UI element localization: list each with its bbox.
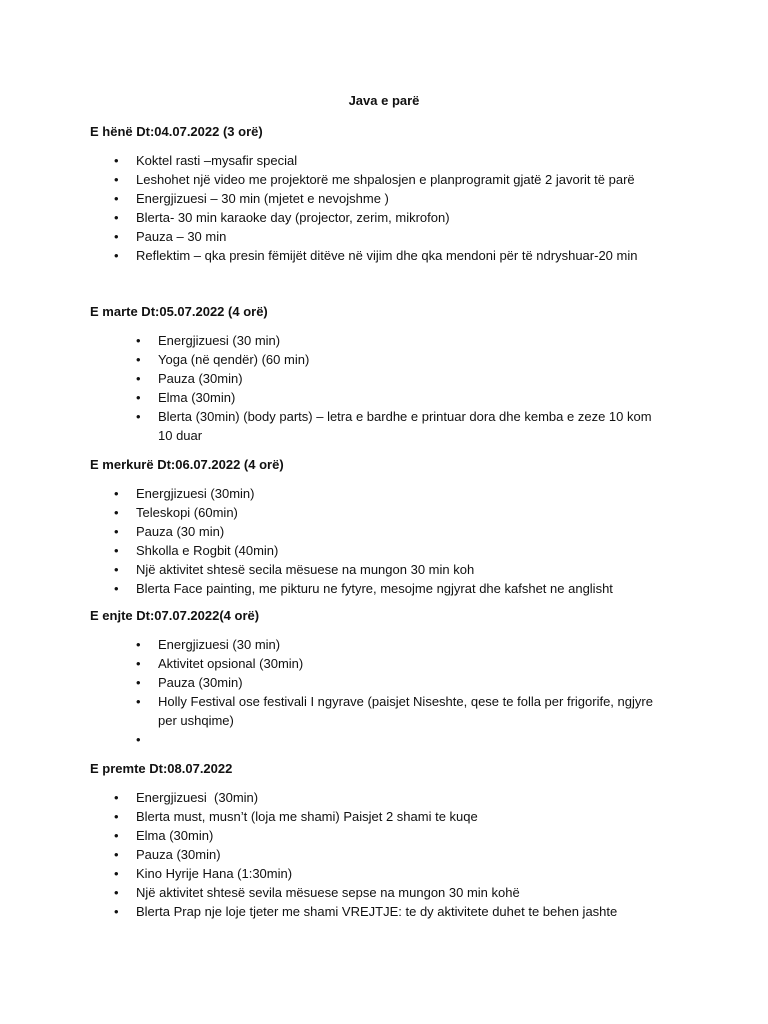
list-item: • Pauza (30 min) — [114, 524, 225, 539]
bullet-icon: • — [136, 333, 141, 348]
tuesday-list — [136, 331, 663, 445]
bullet-icon: • — [114, 229, 119, 244]
day-heading-thursday: E enjte Dt:07.07.2022(4 orë) — [90, 608, 260, 623]
bullet-icon: • — [114, 790, 119, 805]
bullet-icon: • — [114, 486, 119, 501]
list-item: • Energjizuesi (30 min) — [136, 637, 281, 652]
wednesday-list — [114, 484, 613, 598]
bullet-icon: • — [114, 153, 119, 168]
bullet-icon: • — [136, 656, 141, 671]
list-item: • Shkolla e Rogbit (40min) — [114, 543, 279, 558]
bullet-icon: • — [136, 352, 141, 367]
bullet-icon: • — [136, 390, 141, 405]
list-item: • Holly Festival ose festivali I ngyrave (paisjet Niseshte, qese te folla per frigorife, ngjyre per ushqime) — [136, 694, 653, 728]
bullet-icon: • — [114, 866, 119, 881]
day-heading-monday: E hënë Dt:04.07.2022 (3 orë) — [90, 124, 263, 139]
list-item: • Koktel rasti –mysafir special — [114, 153, 298, 168]
bullet-icon: • — [114, 210, 119, 225]
thursday-list — [136, 635, 673, 749]
list-item: • Pauza (30min) — [114, 847, 221, 862]
bullet-icon: • — [136, 371, 141, 386]
bullet-icon: • — [114, 562, 119, 577]
list-item — [136, 730, 673, 749]
bullet-icon: • — [136, 675, 141, 690]
day-heading-wednesday: E merkurë Dt:06.07.2022 (4 orë) — [90, 457, 284, 472]
monday-list — [114, 151, 638, 265]
bullet-icon: • — [136, 637, 141, 652]
list-item: • Një aktivitet shtesë sevila mësuese sepse na mungon 30 min kohë — [114, 885, 520, 900]
list-item: • Pauza – 30 min — [114, 229, 227, 244]
bullet-icon: • — [114, 885, 119, 900]
bullet-icon: • — [136, 732, 141, 747]
list-item: • Energjizuesi (30min) — [114, 790, 259, 805]
list-item: • Aktivitet opsional (30min) — [136, 656, 304, 671]
list-item: • Yoga (në qendër) (60 min) — [136, 352, 310, 367]
bullet-icon: • — [114, 828, 119, 843]
list-item: • Pauza (30min) — [136, 371, 243, 386]
bullet-icon: • — [114, 505, 119, 520]
bullet-icon: • — [114, 172, 119, 187]
bullet-icon: • — [114, 847, 119, 862]
bullet-icon: • — [136, 409, 141, 424]
bullet-icon: • — [114, 524, 119, 539]
list-item: • Elma (30min) — [136, 390, 236, 405]
list-item: • Teleskopi (60min) — [114, 505, 238, 520]
bullet-icon: • — [136, 694, 141, 709]
bullet-icon: • — [114, 809, 119, 824]
list-item: • Energjizuesi – 30 min (mjetet e nevojshme ) — [114, 191, 389, 206]
list-item: • Reflektim – qka presin fëmijët ditëve në vijim dhe qka mendoni për të ndryshuar-20 min — [114, 248, 638, 263]
bullet-icon: • — [114, 248, 119, 263]
day-heading-tuesday: E marte Dt:05.07.2022 (4 orë) — [90, 304, 268, 319]
day-heading-friday: E premte Dt:08.07.2022 — [90, 761, 233, 776]
list-item: • Blerta must, musn’t (loja me shami) Paisjet 2 shami te kuqe — [114, 809, 478, 824]
document-title: Java e parë — [348, 93, 420, 108]
list-item: • Një aktivitet shtesë secila mësuese na mungon 30 min koh — [114, 562, 475, 577]
list-item: • Blerta (30min) (body parts) – letra e bardhe e printuar dora dhe kemba e zeze 10 kom 10 duar — [136, 409, 652, 443]
list-item: • Elma (30min) — [114, 828, 214, 843]
list-item: • Blerta- 30 min karaoke day (projector, zerim, mikrofon) — [114, 210, 450, 225]
bullet-icon: • — [114, 543, 119, 558]
list-item: • Blerta Prap nje loje tjeter me shami VREJTJE: te dy aktivitete duhet te behen jashte — [114, 904, 618, 919]
friday-list — [114, 788, 618, 921]
list-item: • Leshohet një video me projektorë me shpalosjen e planprogramit gjatë 2 javorit të parë — [114, 172, 635, 187]
list-item: • Pauza (30min) — [136, 675, 243, 690]
list-item: • Kino Hyrije Hana (1:30min) — [114, 866, 293, 881]
list-item: • Energjizuesi (30 min) — [136, 333, 281, 348]
bullet-icon: • — [114, 581, 119, 596]
bullet-icon: • — [114, 904, 119, 919]
list-item: • Energjizuesi (30min) — [114, 486, 255, 501]
list-item: • Blerta Face painting, me pikturu ne fytyre, mesojme ngjyrat dhe kafshet ne anglisht — [114, 581, 613, 596]
bullet-icon: • — [114, 191, 119, 206]
